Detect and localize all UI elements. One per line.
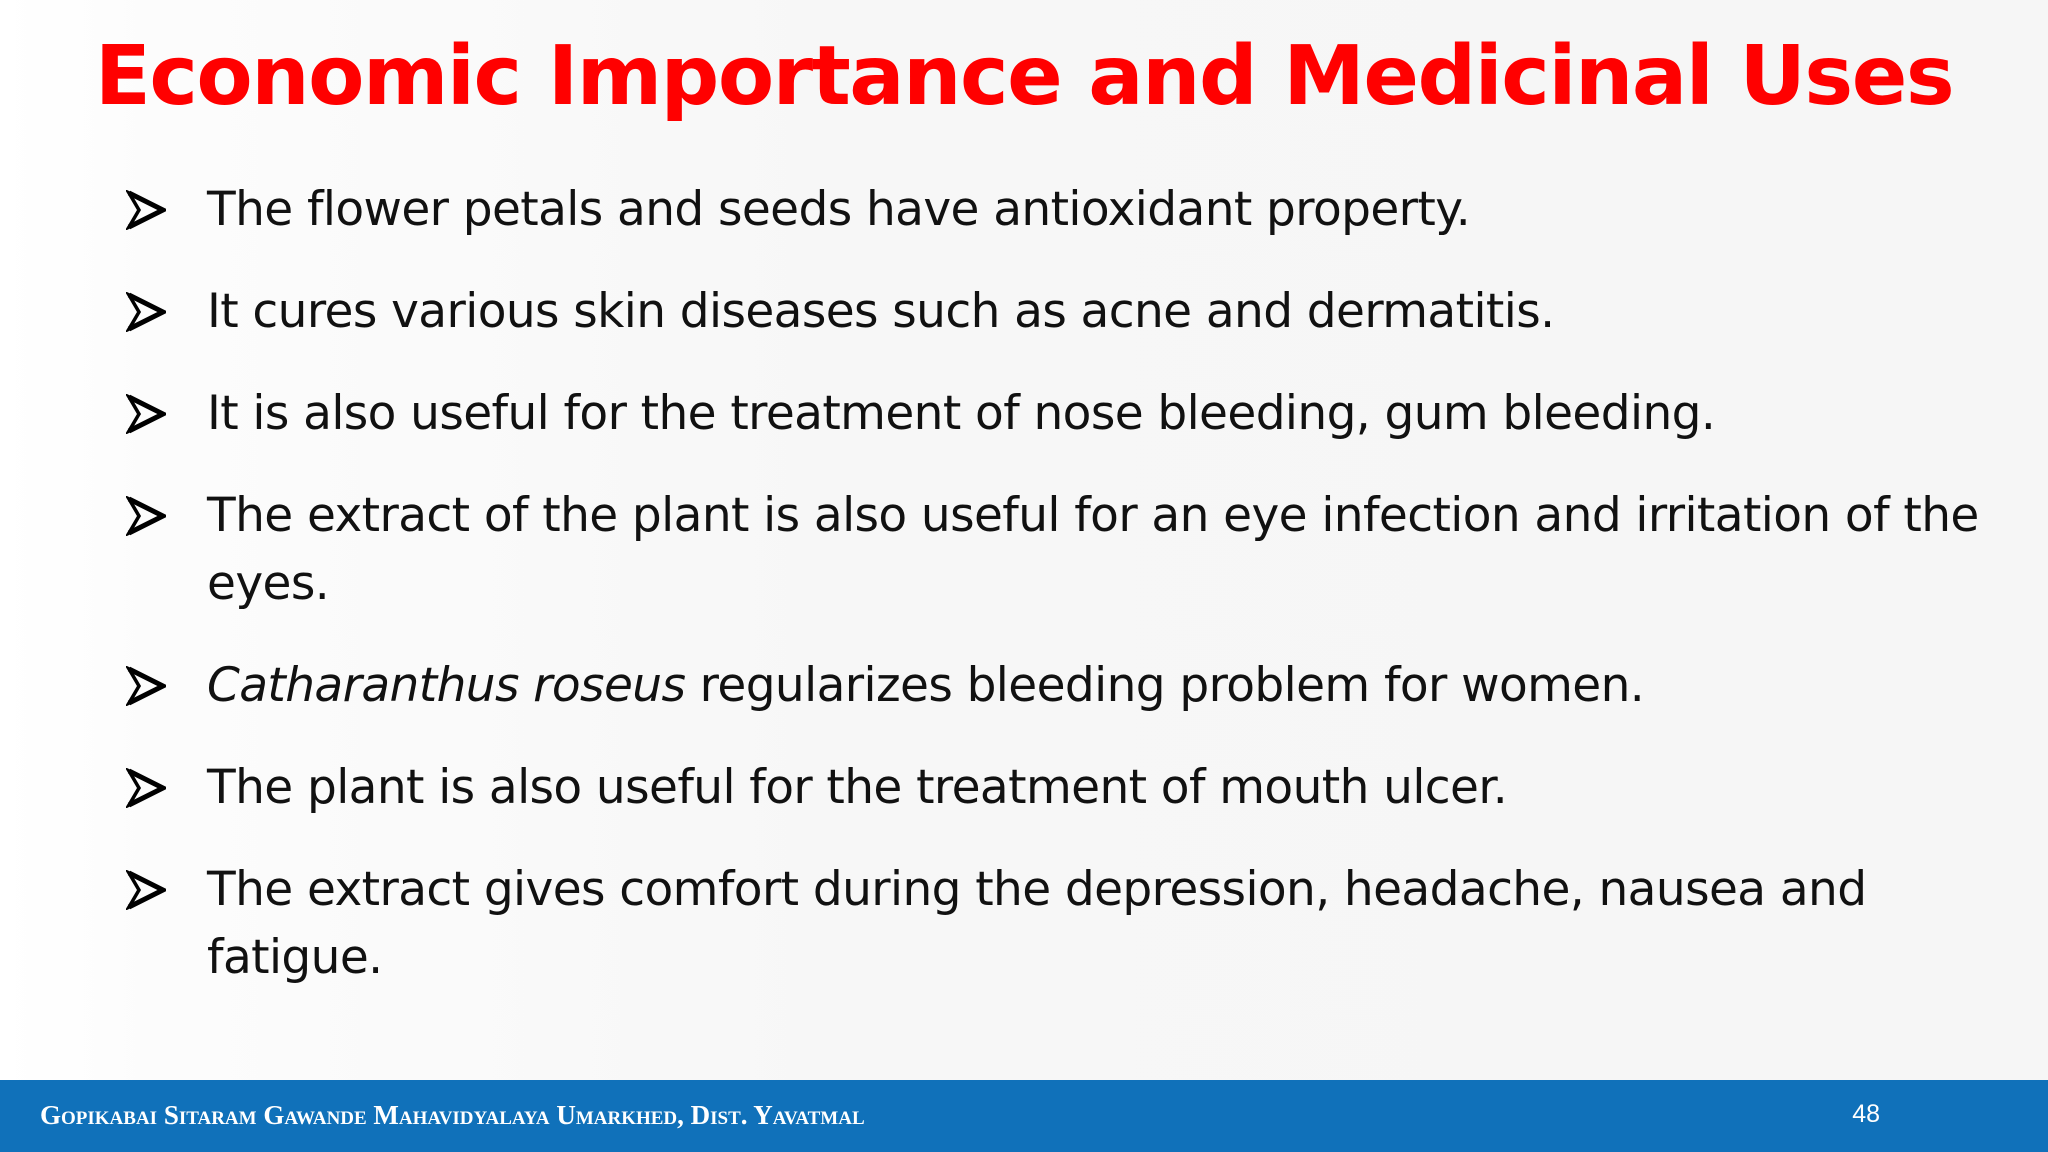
bullet-text: It cures various skin diseases such as acne and dermatitis. (207, 284, 1555, 339)
footer-bar (0, 1080, 2048, 1152)
institution-name: Gopikabai Sitaram Gawande Mahavidyalaya Umarkhed, Dist. Yavatmal (40, 1100, 865, 1130)
arrow-right-icon (126, 190, 166, 230)
bullet-item (126, 754, 2006, 822)
species-name: Catharanthus roseus (207, 658, 686, 713)
bullet-item (126, 856, 2006, 992)
bullet-text: The extract gives comfort during the depression, headache, nausea and fatigue. (207, 862, 1867, 985)
bullet-list (126, 176, 2006, 1026)
bullet-item (126, 278, 2006, 346)
bullet-text: The flower petals and seeds have antioxidant property. (207, 182, 1471, 237)
bullet-item (126, 380, 2006, 448)
page-number: 48 (1852, 1100, 1880, 1128)
bullet-item (126, 176, 2006, 244)
arrow-right-icon (126, 870, 166, 910)
arrow-right-icon (126, 394, 166, 434)
arrow-right-icon (126, 768, 166, 808)
bullet-text: regularizes bleeding problem for women. (685, 658, 1645, 713)
bullet-item (126, 652, 2006, 720)
bullet-item (126, 482, 2006, 618)
slide-title: Economic Importance and Medicinal Uses (94, 29, 1954, 124)
arrow-right-icon (126, 292, 166, 332)
bullet-text: The extract of the plant is also useful for an eye infection and irritation of the eyes. (207, 488, 1979, 611)
arrow-right-icon (126, 496, 166, 536)
bullet-text: It is also useful for the treatment of nose bleeding, gum bleeding. (207, 386, 1716, 441)
bullet-text: The plant is also useful for the treatment of mouth ulcer. (207, 760, 1508, 815)
arrow-right-icon (126, 666, 166, 706)
